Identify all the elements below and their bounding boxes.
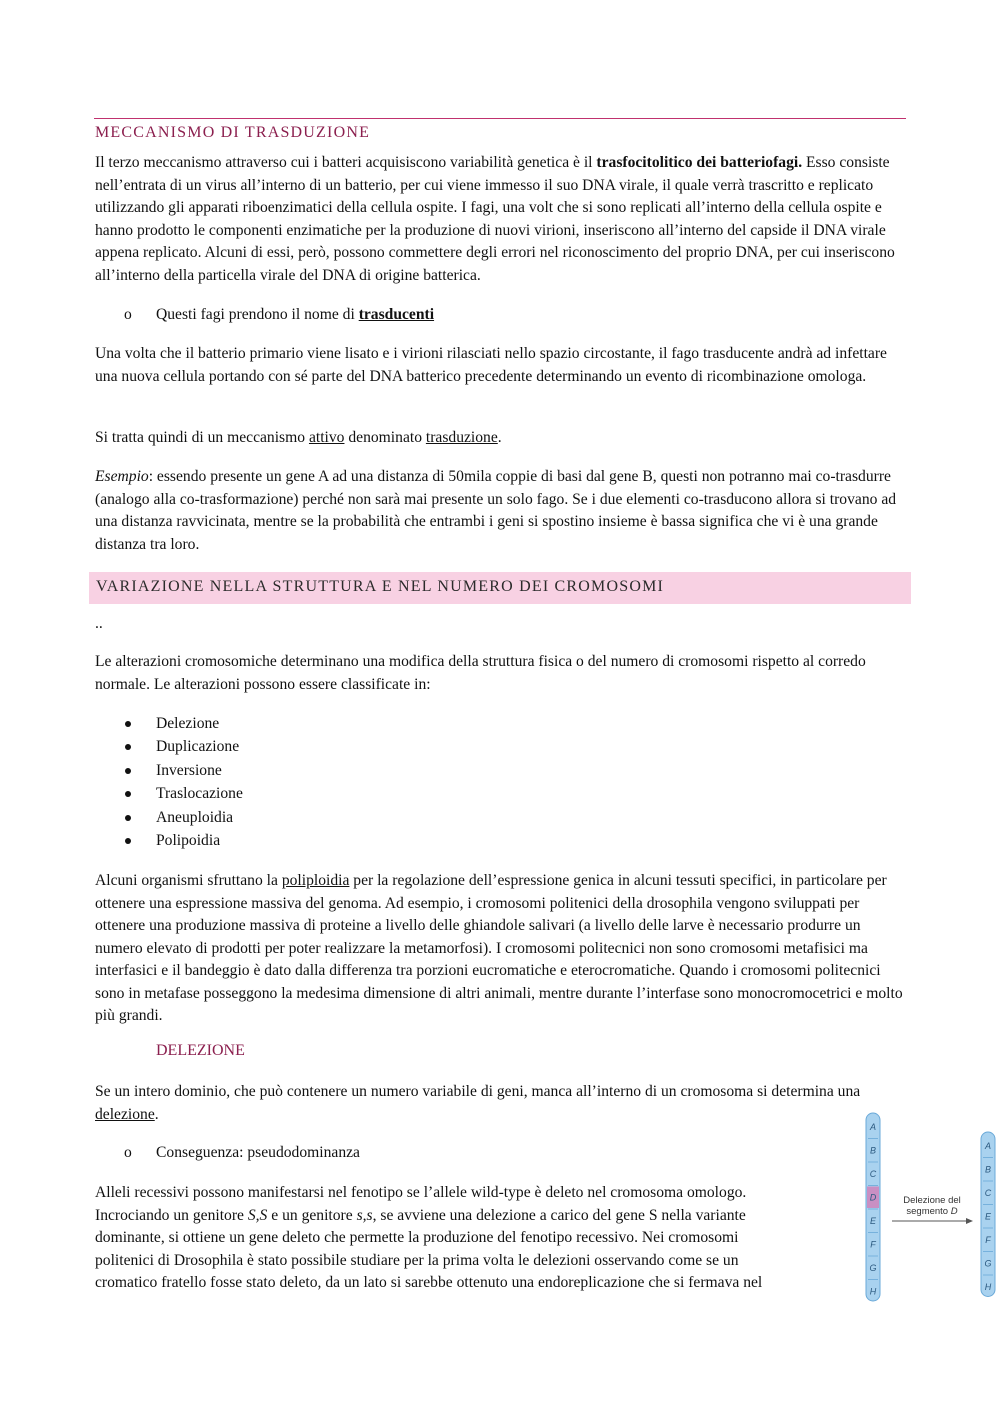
band-label: B	[869, 1145, 877, 1156]
figure-caption-line1: Delezione del	[903, 1195, 961, 1206]
list-item	[0, 760, 300, 783]
section-heading-cromosomi: VARIAZIONE NELLA STRUTTURA E NEL NUMERO DEI CROMOSOMI	[96, 578, 665, 595]
original-chromosome	[866, 1113, 880, 1301]
header-rule	[94, 118, 906, 119]
band-label: E	[984, 1211, 992, 1222]
text-run: Si tratta quindi di un meccanismo	[95, 429, 309, 446]
bullet-dot	[125, 815, 131, 821]
list-item-label: Delezione	[156, 715, 220, 732]
bullet-pseudodominanza: Conseguenza: pseudodominanza	[156, 1144, 360, 1161]
text-run: Il terzo meccanismo attraverso cui i batteri acquisiscono variabilità genetica è il	[95, 154, 597, 171]
bullet-dot	[125, 721, 131, 727]
list-item-label: Inversione	[156, 761, 222, 779]
list-item-label: Aneuploidia	[156, 808, 234, 826]
band-label: G	[869, 1262, 877, 1273]
genotype: S,S	[247, 1206, 268, 1224]
underlined-term: attivo	[308, 429, 345, 446]
bullet-trasducenti	[156, 304, 434, 326]
arrow-head-icon	[966, 1218, 973, 1224]
text-run: Incrociando un genitore	[95, 1206, 248, 1224]
paragraph-trasduzione-intro	[95, 152, 907, 287]
section-heading-band	[89, 572, 911, 604]
band-label: H	[869, 1286, 877, 1297]
text-run: : essendo presente un gene A ad una distanza di 50mila coppie di basi dal gene B, questi non potranno mai co-trasdurre (analogo alla co-trasformazione) perché non sarà mai presente un solo fago. Se i due elementi co-trasducono allora si trovano ad una distanza ravvicinata, mentre se la probabilità che entrambi i geni si spostino insieme è bassa significa che vi è una grande distanza tra loro.	[95, 468, 897, 553]
band-label: B	[984, 1164, 992, 1175]
text-line: dominante, si ottiene un gene deleto che permette la produzione del fenotipo recessivo. Nei cromosomi	[95, 1229, 739, 1246]
band-label: H	[984, 1281, 992, 1292]
text-run: Questi fagi prendono il nome di	[156, 306, 359, 323]
list-marker: o	[124, 1144, 132, 1161]
deleted-chromosome	[981, 1132, 995, 1297]
bold-term: trasfocitolitico dei batteriofagi.	[596, 154, 803, 171]
genotype: s,s	[356, 1206, 373, 1224]
underlined-term: delezione	[95, 1105, 155, 1123]
caption-text: segmento	[906, 1206, 951, 1217]
paragraph-alleli-recessivi	[95, 1182, 835, 1295]
text-line: Alleli recessivi possono manifestarsi nel fenotipo se l’allele wild-type è deleto nel cromosoma omologo.	[95, 1184, 747, 1201]
band-label: E	[869, 1215, 877, 1226]
list-item	[0, 830, 300, 853]
list-item	[0, 807, 300, 830]
bullet-dot	[125, 838, 131, 844]
paragraph-alterazioni: Le alterazioni cromosomiche determinano una modifica della struttura fisica o del numero di cromosomi rispetto al corredo normale. Le alterazioni possono essere classificate in:	[95, 653, 866, 693]
band-label: C	[869, 1168, 877, 1179]
text-run: denominato	[344, 429, 426, 446]
list-marker: o	[124, 306, 132, 323]
text-run: Esso consiste nell’entrata di un virus all’interno di un batterio, per cui viene immesso il suo DNA virale, il quale verrà trascritto e replicato utilizzando gli apparati riboenzimatici della cellula ospite. I fagi, una volt che si sono replicati all’interno della cellula ospite e hanno prodotto le componenti enzimatiche per la produzione di nuovi virioni, inseriscono all’interno del capside il DNA virale appena replicato. Alcuni di essi, però, possono commettere degli errori nel riconoscimento del proprio DNA, per cui inseriscono all’interno della particella virale del DNA di origine batterica.	[95, 154, 895, 284]
list-item	[0, 736, 300, 759]
subsection-heading-delezione: DELEZIONE	[156, 1042, 245, 1059]
ellipsis-text: ..	[95, 615, 103, 632]
paragraph-fago-trasducente: Una volta che il batterio primario viene lisato e i virioni rilasciati nello spazio circostante, il fago trasducente andrà ad infettare una nuova cellula portando con sé parte del DNA batterico precedente determinando un evento di ricombinazione omologa.	[95, 345, 887, 385]
text-line	[95, 1205, 835, 1228]
text-run: , se avviene una delezione a carico del gene S nella variante	[372, 1206, 746, 1224]
paragraph-meccanismo-attivo	[95, 427, 907, 450]
list-item-label: Duplicazione	[156, 738, 240, 756]
text-run: per la regolazione dell’espressione genica in alcuni tessuti specifici, in particolare per ottenere una espressione massiva del genoma. Ad esempio, i cromosomi politenici della drosophila vengono sviluppati per ottenere una produzione massiva di proteine a livello delle ghiandole salivari (a livello delle larve è necessario produrre un numero elevato di prodotti per poter realizzare la metamorfosi). I cromosomi politecnici non sono cromosomi metafisici ma interfasici e il bandeggio è dato dalla differenza tra porzioni eucromatiche e eterocromatiche. Quando i cromosomi politecnici sono in metafase posseggono la medesima dimensione di altri animali, mentre durante l’interfase sono monocromocetrici e molto più grandi.	[95, 872, 903, 1024]
bullet-dot	[125, 768, 131, 774]
text-line: cromatico fratello fosse stato deleto, da un lato si sarebbe ottenuto una endoreplicazione che si fermava nel	[95, 1274, 763, 1291]
underlined-term: trasduzione	[425, 429, 498, 446]
figure-caption-line2	[906, 1206, 957, 1217]
caption-segment: D	[950, 1206, 958, 1217]
band-label: F	[985, 1234, 991, 1245]
band-label: A	[869, 1121, 877, 1132]
text-run: e un genitore	[267, 1206, 357, 1224]
text-run: Alcuni organismi sfruttano la	[95, 872, 282, 889]
text-line: politenici di Drosophila è stato possibile studiare per la prima volta le delezioni osservando come se un	[95, 1251, 739, 1269]
deletion-figure	[858, 1110, 1000, 1322]
band-label: A	[984, 1140, 992, 1151]
list-item	[0, 783, 300, 806]
list-item-label: Traslocazione	[156, 785, 243, 803]
text-run: .	[154, 1105, 159, 1123]
paragraph-poliploidia	[95, 870, 907, 1028]
italic-label: Esempio	[95, 468, 149, 485]
bold-underlined-term: trasducenti	[358, 306, 435, 323]
bullet-dot	[125, 744, 131, 750]
text-run: .	[497, 429, 502, 446]
text-run: Se un intero dominio, che può contenere un numero variabile di geni, manca all’interno di un cromosoma si determina una	[95, 1083, 861, 1100]
section-heading-trasduzione: MECCANISMO DI TRASDUZIONE	[95, 124, 371, 141]
band-label: C	[984, 1187, 992, 1198]
band-label: D	[869, 1192, 877, 1203]
list-item	[0, 713, 300, 736]
paragraph-esempio	[95, 466, 907, 556]
band-label: G	[984, 1258, 992, 1269]
band-label: F	[870, 1239, 876, 1250]
list-item-label: Polipoidia	[156, 832, 221, 849]
bullet-dot	[125, 791, 131, 797]
paragraph-delezione	[95, 1081, 907, 1126]
underlined-term: poliploidia	[281, 872, 350, 889]
